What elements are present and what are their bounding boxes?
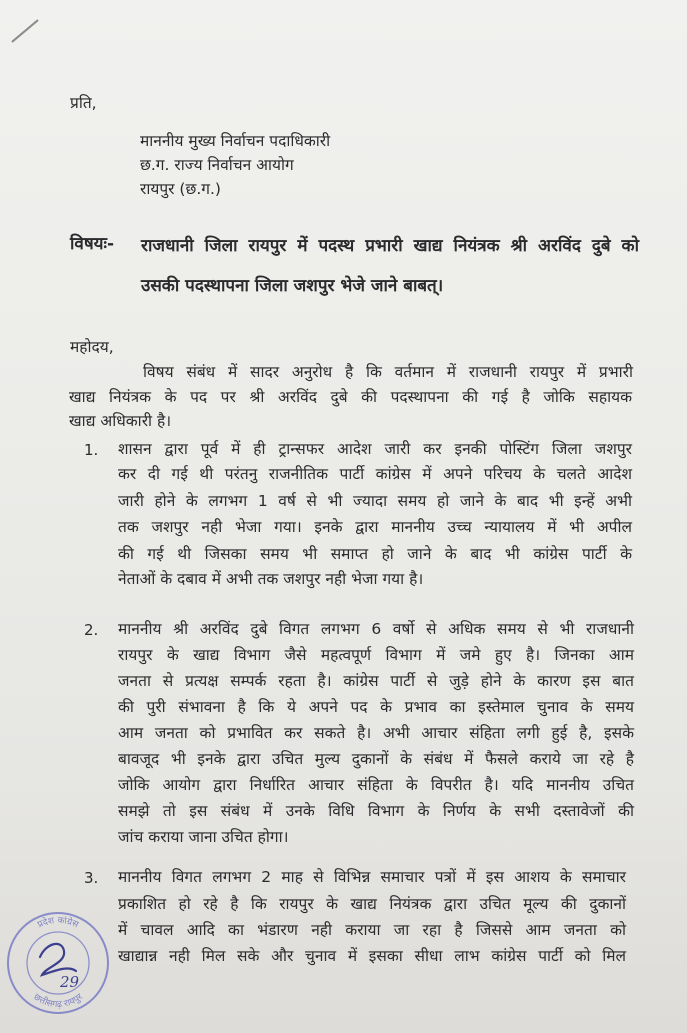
intro-line-2: खाद्य नियंत्रक के पद पर श्री अरविंद दुबे की पदस्थापना की गई है जोकि सहायक — [69, 388, 632, 406]
point-2-line-1: माननीय श्री अरविंद दुबे विगत लगभग 6 वर्षो से अधिक समय से भी राजधानी — [118, 620, 634, 638]
point-1-line-5: की गई थी जिसका समय भी समाप्त हो जाने के बाद भी कांग्रेस पार्टी के — [118, 545, 632, 563]
point-2-line-2: रायपुर के खाद्य विभाग जैसे महत्वपूर्ण विभाग में जमे हुए है। जिनका आम — [118, 646, 634, 664]
intro-line-3: खाद्य अधिकारी है। — [69, 412, 172, 430]
point-1-line-3: जारी होने के लगभग 1 वर्ष से भी ज्यादा समय हो जाने के बाद भी इन्हें अभी — [118, 492, 632, 510]
subject-label: विषयः- — [70, 234, 115, 254]
point-3-line-1: माननीय विगत लगभग 2 माह से विभिन्न समाचार पत्रों में इस आशय के समाचार — [118, 868, 626, 886]
official-stamp — [2, 905, 114, 1017]
subject-line-1: राजधानी जिला रायपुर में पदस्थ प्रभारी खाद्य नियंत्रक श्री अरविंद दुबे को — [141, 236, 639, 256]
point-2-line-8: समझे तो इस संबंध में उनके विधि विभाग के निर्णय के सभी दस्तावेजों की — [118, 802, 634, 820]
point-3-line-3: में चावल आदि का भंडारण नही कराया जा रहा है जिससे आम जनता को — [118, 921, 626, 939]
stamp-bottom-text: छत्तीसगढ़ रायपुर — [31, 992, 85, 1011]
point-1-line-4: तक जशपुर नही भेजा गया। इनके द्वारा माननीय उच्च न्यायालय में भी अपील — [118, 518, 632, 536]
point-1-line-1: शासन द्वारा पूर्व में ही ट्रान्सफर आदेश जारी कर इनकी पोस्टिंग जिला जशपुर — [118, 440, 632, 458]
point-2-line-4: की पुरी संभावना है कि ये अपने पद के प्रभाव का इस्तेमाल चुनाव के समय — [118, 698, 634, 716]
svg-text:प्रदेश कांग्रेस — [36, 915, 80, 931]
point-3-line-4: खाद्यान्न नही मिल सके और चुनाव में इसका सीधा लाभ कांग्रेस पार्टी को मिल — [118, 947, 626, 965]
intro-line-1: विषय संबंध में सादर अनुरोध है कि वर्तमान में राजधानी रायपुर में प्रभारी — [143, 363, 633, 381]
point-1-number: 1. — [84, 441, 99, 459]
subject-line-2: उसकी पदस्थापना जिला जशपुर भेजे जाने बाबत्। — [141, 276, 444, 296]
paper-fold-mark — [11, 19, 38, 42]
point-2-number: 2. — [84, 621, 99, 639]
point-1-line-2: कर दी गई थी परंतनु राजनीतिक पार्टी कांग्रेस में अपने परिचय के चलते आदेश — [118, 465, 632, 483]
point-2-line-3: जनता से प्रत्यक्ष सम्पर्क रहता है। कांग्रेस पार्टी से जुड़े होने के कारण इस बात — [118, 672, 634, 690]
salutation: महोदय, — [70, 338, 114, 356]
addressee-prefix: प्रति, — [70, 94, 97, 112]
addressee-line-1: माननीय मुख्य निर्वाचन पदाधिकारी — [140, 132, 331, 150]
signature-scribble — [40, 944, 76, 975]
point-2-line-9: जांच कराया जाना उचित होगा। — [118, 828, 289, 846]
signature-mark: 29 — [60, 973, 80, 991]
stamp-top-text: प्रदेश कांग्रेस — [36, 915, 80, 931]
addressee-line-3: रायपुर (छ.ग.) — [140, 180, 221, 198]
point-3-line-2: प्रकाशित हो रहे है कि रायपुर के खाद्य नियंत्रक द्वारा उचित मूल्य की दुकानों — [118, 895, 626, 913]
point-2-line-5: आम जनता को प्रभावित कर सकते है। अभी आचार संहिता लगी हुई है, इसके — [118, 724, 634, 742]
point-2-line-7: जोकि आयोग द्वारा निर्धारित आचार संहिता के विपरीत है। यदि माननीय उचित — [118, 776, 634, 794]
point-1-line-6: नेताओं के दबाव में अभी तक जशपुर नही भेजा गया है। — [118, 570, 424, 588]
point-2-line-6: बावजूद भी इनके द्वारा उचित मुल्य दुकानों के संबंध में फैसले कराये जा रहे है — [118, 750, 634, 768]
addressee-line-2: छ.ग. राज्य निर्वाचन आयोग — [140, 156, 294, 174]
point-3-number: 3. — [84, 869, 99, 887]
svg-text:छत्तीसगढ़ रायपुर — [31, 992, 85, 1010]
